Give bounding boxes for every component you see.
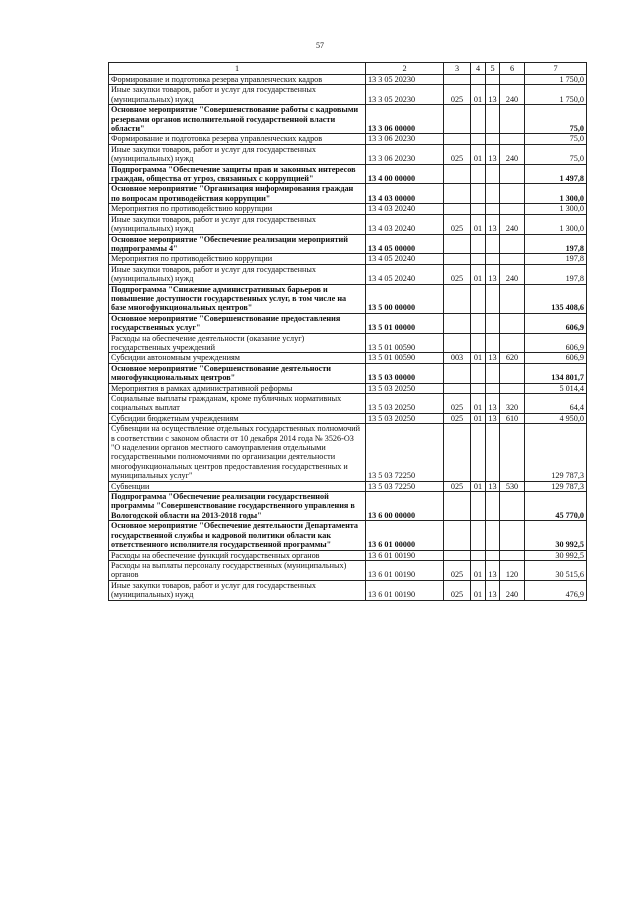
row-code-cell: 13 5 01 00590	[366, 333, 444, 353]
row-col5-cell: 13	[486, 353, 500, 363]
budget-table	[108, 62, 587, 601]
table-row	[109, 85, 587, 105]
header-col-2: 2	[366, 63, 444, 75]
row-col5-cell	[486, 550, 500, 560]
row-col3-cell: 025	[444, 214, 471, 234]
row-name-cell: Основное мероприятие "Совершенствование работы с кадровыми резервами органов исполнительной государственной власти области"	[109, 105, 366, 134]
row-col3-cell	[444, 333, 471, 353]
row-col4-cell	[471, 424, 486, 481]
row-name-cell: Мероприятия в рамках административной реформы	[109, 383, 366, 393]
row-code-cell: 13 6 01 00190	[366, 550, 444, 560]
row-name-cell: Социальные выплаты гражданам, кроме публичных нормативных социальных выплат	[109, 394, 366, 414]
row-col4-cell	[471, 521, 486, 550]
row-col6-cell	[500, 521, 525, 550]
row-name-cell: Расходы на обеспечение функций государственных органов	[109, 550, 366, 560]
row-col5-cell	[486, 204, 500, 214]
row-amount-cell: 30 515,6	[525, 560, 587, 580]
row-col4-cell	[471, 234, 486, 254]
row-col5-cell	[486, 313, 500, 333]
row-col3-cell	[444, 134, 471, 144]
row-col5-cell: 13	[486, 85, 500, 105]
row-col6-cell	[500, 234, 525, 254]
row-amount-cell: 1 750,0	[525, 85, 587, 105]
row-col3-cell: 025	[444, 394, 471, 414]
row-name-cell: Основное мероприятие "Обеспечение реализации мероприятий подпрограммы 4"	[109, 234, 366, 254]
table-row	[109, 394, 587, 414]
table-row	[109, 284, 587, 313]
row-name-cell: Подпрограмма "Обеспечение защиты прав и законных интересов граждан, общества от угроз, связанных с коррупцией"	[109, 164, 366, 184]
row-code-cell: 13 6 00 00000	[366, 492, 444, 521]
row-amount-cell: 606,9	[525, 313, 587, 333]
row-code-cell: 13 6 01 00190	[366, 560, 444, 580]
row-col6-cell	[500, 75, 525, 85]
row-col6-cell	[500, 383, 525, 393]
row-code-cell: 13 6 01 00190	[366, 580, 444, 600]
table-row	[109, 550, 587, 560]
row-code-cell: 13 5 03 20250	[366, 394, 444, 414]
row-amount-cell: 30 992,5	[525, 521, 587, 550]
header-col-5: 5	[486, 63, 500, 75]
row-name-cell: Расходы на выплаты персоналу государственных (муниципальных) органов	[109, 560, 366, 580]
row-col5-cell	[486, 492, 500, 521]
row-amount-cell: 134 801,7	[525, 363, 587, 383]
row-col3-cell: 025	[444, 413, 471, 423]
row-col5-cell	[486, 184, 500, 204]
row-col5-cell	[486, 383, 500, 393]
row-col6-cell	[500, 333, 525, 353]
header-col-4: 4	[471, 63, 486, 75]
table-row	[109, 333, 587, 353]
row-col3-cell: 025	[444, 144, 471, 164]
row-name-cell: Иные закупки товаров, работ и услуг для государственных (муниципальных) нужд	[109, 214, 366, 234]
row-col3-cell	[444, 424, 471, 481]
row-col5-cell	[486, 521, 500, 550]
row-name-cell: Субсидии автономным учреждениям	[109, 353, 366, 363]
row-code-cell: 13 5 01 00000	[366, 313, 444, 333]
row-name-cell: Формирование и подготовка резерва управленческих кадров	[109, 75, 366, 85]
table-row	[109, 413, 587, 423]
row-col3-cell	[444, 550, 471, 560]
row-col6-cell	[500, 105, 525, 134]
row-amount-cell: 606,9	[525, 353, 587, 363]
row-amount-cell: 135 408,6	[525, 284, 587, 313]
row-col4-cell	[471, 164, 486, 184]
row-code-cell: 13 4 03 20240	[366, 204, 444, 214]
row-col4-cell: 01	[471, 353, 486, 363]
row-col3-cell	[444, 492, 471, 521]
row-name-cell: Подпрограмма "Снижение административных барьеров и повышение доступности государственных услуг, в том числе на базе многофункциональных центров"	[109, 284, 366, 313]
row-name-cell: Расходы на обеспечение деятельности (оказание услуг) государственных учреждений	[109, 333, 366, 353]
row-col6-cell: 610	[500, 413, 525, 423]
row-col4-cell	[471, 184, 486, 204]
row-col4-cell	[471, 550, 486, 560]
row-name-cell: Основное мероприятие "Организация информирования граждан по вопросам противодействия коррупции"	[109, 184, 366, 204]
row-col3-cell	[444, 234, 471, 254]
row-col5-cell	[486, 333, 500, 353]
row-name-cell: Подпрограмма "Обеспечение реализации государственной программы "Совершенствование государственного управления в Вологодской области на 2013-2018 годы"	[109, 492, 366, 521]
row-amount-cell: 5 014,4	[525, 383, 587, 393]
row-col4-cell: 01	[471, 264, 486, 284]
row-col5-cell: 13	[486, 264, 500, 284]
row-col4-cell: 01	[471, 481, 486, 491]
row-amount-cell: 476,9	[525, 580, 587, 600]
row-col3-cell	[444, 521, 471, 550]
row-col3-cell: 025	[444, 85, 471, 105]
row-col5-cell: 13	[486, 413, 500, 423]
row-col6-cell: 120	[500, 560, 525, 580]
row-name-cell: Иные закупки товаров, работ и услуг для государственных (муниципальных) нужд	[109, 144, 366, 164]
row-col6-cell: 240	[500, 85, 525, 105]
row-col5-cell: 13	[486, 580, 500, 600]
row-name-cell: Формирование и подготовка резерва управленческих кадров	[109, 134, 366, 144]
row-code-cell: 13 5 03 20250	[366, 413, 444, 423]
row-col4-cell: 01	[471, 394, 486, 414]
row-col4-cell	[471, 284, 486, 313]
row-col3-cell	[444, 164, 471, 184]
row-col3-cell: 025	[444, 264, 471, 284]
row-code-cell: 13 5 03 20250	[366, 383, 444, 393]
row-col5-cell	[486, 284, 500, 313]
table-row	[109, 481, 587, 491]
row-col4-cell	[471, 75, 486, 85]
row-col6-cell	[500, 184, 525, 204]
row-name-cell: Субсидии бюджетным учреждениям	[109, 413, 366, 423]
row-col3-cell: 003	[444, 353, 471, 363]
row-name-cell: Основное мероприятие "Совершенствование предоставления государственных услуг"	[109, 313, 366, 333]
row-name-cell: Иные закупки товаров, работ и услуг для государственных (муниципальных) нужд	[109, 85, 366, 105]
row-amount-cell: 1 497,8	[525, 164, 587, 184]
table-row	[109, 234, 587, 254]
row-code-cell: 13 4 03 00000	[366, 184, 444, 204]
row-col3-cell	[444, 313, 471, 333]
row-col4-cell: 01	[471, 413, 486, 423]
table-row	[109, 383, 587, 393]
row-col6-cell	[500, 284, 525, 313]
row-amount-cell: 30 992,5	[525, 550, 587, 560]
row-col5-cell: 13	[486, 394, 500, 414]
row-code-cell: 13 5 03 72250	[366, 424, 444, 481]
row-name-cell: Иные закупки товаров, работ и услуг для государственных (муниципальных) нужд	[109, 580, 366, 600]
row-col4-cell: 01	[471, 85, 486, 105]
row-col4-cell	[471, 492, 486, 521]
row-code-cell: 13 5 03 00000	[366, 363, 444, 383]
table-row	[109, 214, 587, 234]
row-amount-cell: 1 750,0	[525, 75, 587, 85]
row-col6-cell: 240	[500, 264, 525, 284]
row-col4-cell	[471, 204, 486, 214]
row-code-cell: 13 4 05 20240	[366, 264, 444, 284]
row-col5-cell	[486, 424, 500, 481]
table-row	[109, 521, 587, 550]
row-name-cell: Основное мероприятие "Обеспечение деятельности Департамента государственной службы и кадровой политики области как ответственного исполнителя государственной программы"	[109, 521, 366, 550]
row-col3-cell	[444, 75, 471, 85]
row-name-cell: Субвенции на осуществление отдельных государственных полномочий в соответствии с законом области от 10 декабря 2014 года № 3526-ОЗ "О наделении органов местного самоуправления отдельными государственными полномочиями по организации деятельности многофункциональных центров предоставления государственных и муниципальных услуг"	[109, 424, 366, 481]
row-code-cell: 13 3 05 20230	[366, 85, 444, 105]
table-row	[109, 164, 587, 184]
table-row	[109, 264, 587, 284]
row-code-cell: 13 3 06 20230	[366, 144, 444, 164]
row-code-cell: 13 4 05 00000	[366, 234, 444, 254]
row-col6-cell	[500, 363, 525, 383]
row-col4-cell: 01	[471, 214, 486, 234]
row-amount-cell: 75,0	[525, 144, 587, 164]
row-col3-cell	[444, 254, 471, 264]
header-col-6: 6	[500, 63, 525, 75]
row-amount-cell: 75,0	[525, 134, 587, 144]
row-col4-cell	[471, 333, 486, 353]
row-code-cell: 13 3 06 20230	[366, 134, 444, 144]
row-col6-cell: 240	[500, 580, 525, 600]
table-row	[109, 363, 587, 383]
row-name-cell: Иные закупки товаров, работ и услуг для государственных (муниципальных) нужд	[109, 264, 366, 284]
row-col4-cell: 01	[471, 144, 486, 164]
row-amount-cell: 197,8	[525, 254, 587, 264]
row-col5-cell	[486, 105, 500, 134]
row-col6-cell: 240	[500, 144, 525, 164]
row-col4-cell	[471, 254, 486, 264]
row-col4-cell	[471, 313, 486, 333]
row-col3-cell: 025	[444, 580, 471, 600]
row-amount-cell: 606,9	[525, 333, 587, 353]
row-col5-cell	[486, 164, 500, 184]
table-row	[109, 184, 587, 204]
row-col5-cell	[486, 134, 500, 144]
row-col3-cell: 025	[444, 481, 471, 491]
table-row	[109, 134, 587, 144]
table-row	[109, 204, 587, 214]
row-col3-cell	[444, 284, 471, 313]
row-code-cell: 13 4 05 20240	[366, 254, 444, 264]
table-row	[109, 105, 587, 134]
row-col4-cell	[471, 363, 486, 383]
row-col5-cell	[486, 234, 500, 254]
header-col-7: 7	[525, 63, 587, 75]
row-col6-cell	[500, 550, 525, 560]
row-code-cell: 13 4 03 20240	[366, 214, 444, 234]
row-col4-cell: 01	[471, 580, 486, 600]
row-code-cell: 13 6 01 00000	[366, 521, 444, 550]
table-row	[109, 492, 587, 521]
row-amount-cell: 197,8	[525, 264, 587, 284]
row-col3-cell	[444, 105, 471, 134]
row-amount-cell: 129 787,3	[525, 424, 587, 481]
table-body	[109, 75, 587, 601]
row-col3-cell	[444, 383, 471, 393]
row-amount-cell: 45 770,0	[525, 492, 587, 521]
row-name-cell: Основное мероприятие "Совершенствование деятельности многофункциональных центров"	[109, 363, 366, 383]
row-amount-cell: 64,4	[525, 394, 587, 414]
row-col6-cell: 620	[500, 353, 525, 363]
table-row	[109, 313, 587, 333]
row-col5-cell: 13	[486, 214, 500, 234]
row-col6-cell	[500, 254, 525, 264]
row-col5-cell	[486, 363, 500, 383]
table-row	[109, 353, 587, 363]
row-col6-cell	[500, 313, 525, 333]
table-row	[109, 560, 587, 580]
row-col3-cell	[444, 204, 471, 214]
row-name-cell: Мероприятия по противодействию коррупции	[109, 204, 366, 214]
table-header-row	[109, 63, 587, 75]
row-col6-cell	[500, 492, 525, 521]
row-col4-cell: 01	[471, 560, 486, 580]
header-col-3: 3	[444, 63, 471, 75]
table-row	[109, 580, 587, 600]
row-amount-cell: 75,0	[525, 105, 587, 134]
row-col4-cell	[471, 383, 486, 393]
row-col3-cell	[444, 363, 471, 383]
row-amount-cell: 129 787,3	[525, 481, 587, 491]
row-col6-cell	[500, 134, 525, 144]
row-code-cell: 13 4 00 00000	[366, 164, 444, 184]
row-code-cell: 13 3 05 20230	[366, 75, 444, 85]
row-col3-cell: 025	[444, 560, 471, 580]
table-row	[109, 75, 587, 85]
row-amount-cell: 1 300,0	[525, 184, 587, 204]
row-amount-cell: 4 950,0	[525, 413, 587, 423]
header-col-1: 1	[109, 63, 366, 75]
row-col3-cell	[444, 184, 471, 204]
page-number: 57	[316, 41, 324, 50]
row-col6-cell: 320	[500, 394, 525, 414]
row-col6-cell	[500, 164, 525, 184]
row-name-cell: Субвенции	[109, 481, 366, 491]
table-row	[109, 254, 587, 264]
row-col5-cell: 13	[486, 560, 500, 580]
row-col6-cell	[500, 204, 525, 214]
row-col5-cell: 13	[486, 144, 500, 164]
row-col5-cell	[486, 254, 500, 264]
row-col6-cell: 240	[500, 214, 525, 234]
row-col5-cell: 13	[486, 481, 500, 491]
row-amount-cell: 1 300,0	[525, 204, 587, 214]
table-row	[109, 424, 587, 481]
row-code-cell: 13 5 01 00590	[366, 353, 444, 363]
row-code-cell: 13 5 00 00000	[366, 284, 444, 313]
row-col5-cell	[486, 75, 500, 85]
row-col4-cell	[471, 105, 486, 134]
row-col6-cell: 530	[500, 481, 525, 491]
table-row	[109, 144, 587, 164]
row-code-cell: 13 3 06 00000	[366, 105, 444, 134]
row-code-cell: 13 5 03 72250	[366, 481, 444, 491]
row-amount-cell: 1 300,0	[525, 214, 587, 234]
row-col4-cell	[471, 134, 486, 144]
row-name-cell: Мероприятия по противодействию коррупции	[109, 254, 366, 264]
row-amount-cell: 197,8	[525, 234, 587, 254]
row-col6-cell	[500, 424, 525, 481]
